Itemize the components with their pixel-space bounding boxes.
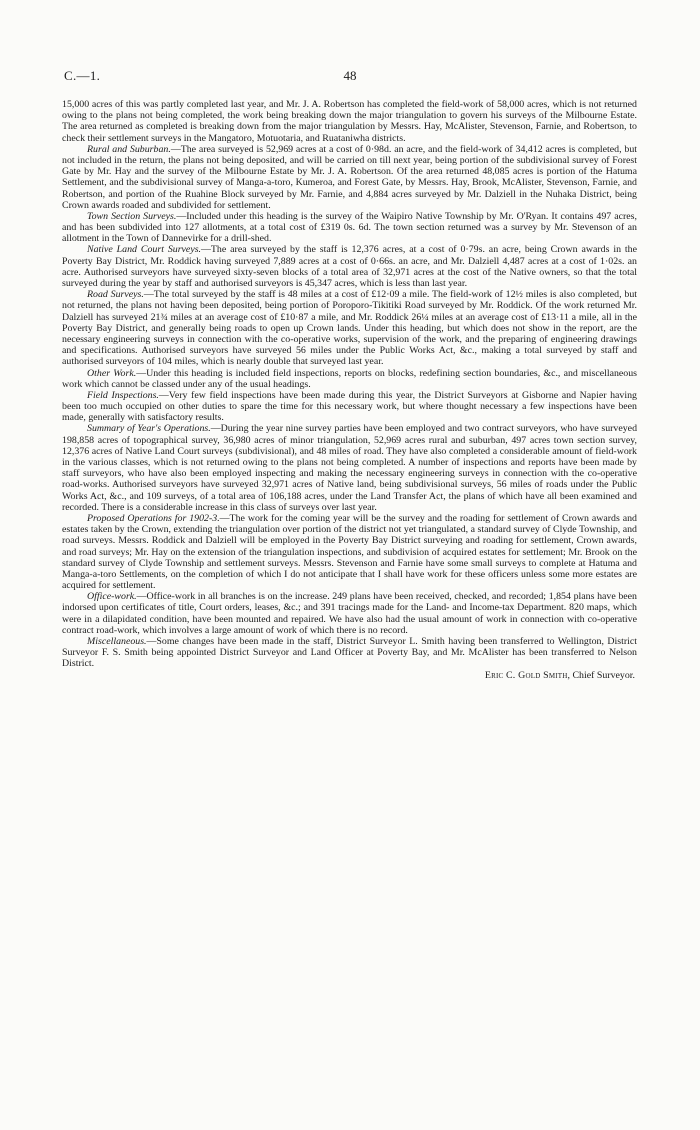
section-heading: Town Section Surveys. xyxy=(87,210,177,222)
paragraph-text: —The area surveyed by the staff is 12,376 acres, at a cost of 0·79s. an acre, being Crown awards in the Poverty Bay District, Mr. Roddick having surveyed 7,889 acres at a cost of 0·66s. an acre, and Mr. Dalziell 4,487 acres at a cost of 1·02s. an acre. Authorised surveyors have surveyed sixty-seven blocks of a total area of 32,971 acres at the cost of the Native owners, so that the total surveyed during the year by staff and authorised surveyors is 45,347 acres, which is less than last year. xyxy=(62,244,637,289)
paragraph-text: —Some changes have been made in the staff, District Surveyor L. Smith having been transferred to Wellington, District Surveyor F. S. Smith being appointed District Surveyor and Land Officer at Poverty Bay, and Mr. McAlister has been transferred to Nelson District. xyxy=(62,636,637,670)
section-heading: Field Inspections. xyxy=(87,389,159,401)
section-heading: Native Land Court Surveys. xyxy=(87,244,202,256)
paper-reference: C.—1. xyxy=(64,68,101,83)
section-heading: Other Work. xyxy=(87,367,137,379)
paragraph-summary xyxy=(62,423,637,513)
signatory-title: , Chief Surveyor. xyxy=(567,669,635,681)
paragraph-road-surveys xyxy=(62,289,637,367)
paragraph-proposed-operations xyxy=(62,513,637,591)
paragraph-text: —The area surveyed is 52,969 acres at a cost of 0·98d. an acre, and the field-work of 34,412 acres is completed, but not included in the return, the plans not being deposited, and will be carried on till next year, being portion of the subdivisional survey of Forest Gate by Mr. Hay and the survey of the Milbourne Estate by Mr. J. A. Robertson. Of the area returned 48,085 acres is portion of the Hatuma Settlement, and the subdivisional survey of Manga-a-toro, Kumeroa, and Forest Gate, by Messrs. Hay, Brook, McAlister, Stevenson, Farnie, and Robertson, and portion of the Ruahine Block surveyed by Mr. Farnie, and 4,884 acres surveyed by Mr. Dalziell in the Nuhaka District, being Crown awards roaded and subdivided for settlement. xyxy=(62,143,637,211)
page-header xyxy=(64,68,636,84)
paragraph-intro xyxy=(62,99,637,144)
paragraph-text: —Included under this heading is the survey of the Waipiro Native Township by Mr. O'Ryan. It contains 497 acres, and has been subdivided into 127 allotments, at a total cost of £319 0s. 6d. The town section returned was a survey by Mr. Stevenson of an allotment in the Town of Dannevirke for a drill-shed. xyxy=(62,210,637,245)
section-heading: Road Surveys. xyxy=(87,289,144,301)
paragraph-native-land-court xyxy=(62,244,637,289)
paragraph-text: —Very few field inspections have been made during this year, the District Surveyors at Gisborne and Napier having been too much occupied on other duties to spare the time for this necessary work, but where thought necessary a few inspections have been made, generally with satisfactory results. xyxy=(62,389,637,424)
section-heading: Miscellaneous. xyxy=(87,636,147,647)
paragraph-office-work xyxy=(62,591,637,636)
paragraph-miscellaneous xyxy=(62,636,637,670)
paragraph-text: —Office-work in all branches is on the increase. 249 plans have been received, checked, and recorded; 1,854 plans have been indorsed upon certificates of title, Court orders, leases, &c.; and 391 tracings made for the Land- and Income-tax Department. 820 maps, which were in a dilapidated condition, have been mounted and repaired. We have also had the usual amount of work in connection with co-operative contract road-work, which involves a large amount of work of which there is no record. xyxy=(62,591,637,636)
paragraph-rural-suburban xyxy=(62,144,637,211)
paragraph-text: —Under this heading is included field inspections, reports on blocks, redefining section boundaries, &c., and miscellaneous work which cannot be classed under any of the usual headings. xyxy=(62,367,638,390)
signature-line xyxy=(62,670,637,681)
paragraph-text: —The total surveyed by the staff is 48 miles at a cost of £12·09 a mile. The field-work of 12½ miles is also completed, but not returned, the plans not having been deposited, being portion of Poroporo-Tikitiki Road surveyed by Mr. Roddick. Of the work returned Mr. Dalziell has surveyed 21¾ miles at an average cost of £10·87 a mile, and Mr. Roddick 26¼ miles at an average cost of £13·11 a mile, all in the Poverty Bay District, and generally being roads to open up Crown lands. Under this heading, but which does not show in the report, are the necessary engineering surveys in connection with the co-operative works, supervision of the work, and the preparing of engineering drawings and specifications. Authorised surveyors have surveyed 56 miles under the Public Works Act, &c., making a total surveyed by staff and authorised surveyors of 104 miles, which is nearly double that surveyed last year. xyxy=(62,289,637,368)
section-heading: Office-work. xyxy=(87,591,137,603)
paragraph-text: —The work for the coming year will be the survey and the roading for settlement of Crown awards and estates taken by the Crown, extending the triangulation over portion of the district not yet triangulated, a standard survey of Clyde Township, and road surveys. Messrs. Roddick and Dalziell will be employed in the Poverty Bay District surveying and roading for settlement, Crown awards, and road surveys; Mr. Hay on the extension of the triangulation inspections, and subdivision of acquired estates for settlement; Mr. Brook on the standard survey of Clyde Township and settlement surveys. Messrs. Stevenson and Farnie have some small surveys to complete at Hatuma and Manga-a-toro Settlements, on the completion of which I do not anticipate that I shall have work for these officers unless some more estates are acquired for settlement. xyxy=(62,512,637,592)
section-heading: Summary of Year's Operations. xyxy=(87,423,211,435)
paragraph-town-section xyxy=(62,211,637,245)
signatory-name: Eric C. Gold Smith xyxy=(484,669,568,681)
paragraph-text: 15,000 acres of this was partly completed last year, and Mr. J. A. Robertson has completed the field-work of 58,000 acres, which is not returned owing to the plans not being completed, the work being breaking down the major triangulation to govern his surveys of the Milbourne Estate. The area returned as completed is breaking down from the major triangulation by Messrs. Hay, McAlister, Stevenson, Farnie, and Robertson, to check their settlement surveys in the Mangatoro, Motuotaria, and Ruataniwha districts. xyxy=(62,99,637,144)
paragraph-other-work xyxy=(62,368,637,390)
report-body xyxy=(62,99,637,681)
paragraph-field-inspections xyxy=(62,390,637,424)
section-heading: Rural and Suburban. xyxy=(87,143,171,155)
section-heading: Proposed Operations for 1902-3. xyxy=(87,512,220,524)
page-number: 48 xyxy=(343,68,357,83)
paragraph-text: —During the year nine survey parties have been employed and two contract surveyors, who have surveyed 198,858 acres of topographical survey, 36,980 acres of minor triangulation, 52,969 acres rural and suburban, 497 acres town section survey, 12,376 acres of Native Land Court surveys (subdivisional), and 48 miles of road. They have also completed a considerable amount of field-work in the various classes, which is not returned owing to the plans not being completed. A number of inspections and reports have been made by staff surveyors, who have also been employed inspecting and making the necessary engineering surveys in connection with the co-operative road-works. Authorised surveyors have surveyed 32,971 acres of Native land, being subdivisional surveys, 56 miles of roads under the Public Works Act, &c., and 109 surveys, of a total area of 106,188 acres, under the Land Transfer Act, the plans of which have all been examined and recorded. There is a considerable increase in this class of surveys over last year. xyxy=(62,423,638,513)
